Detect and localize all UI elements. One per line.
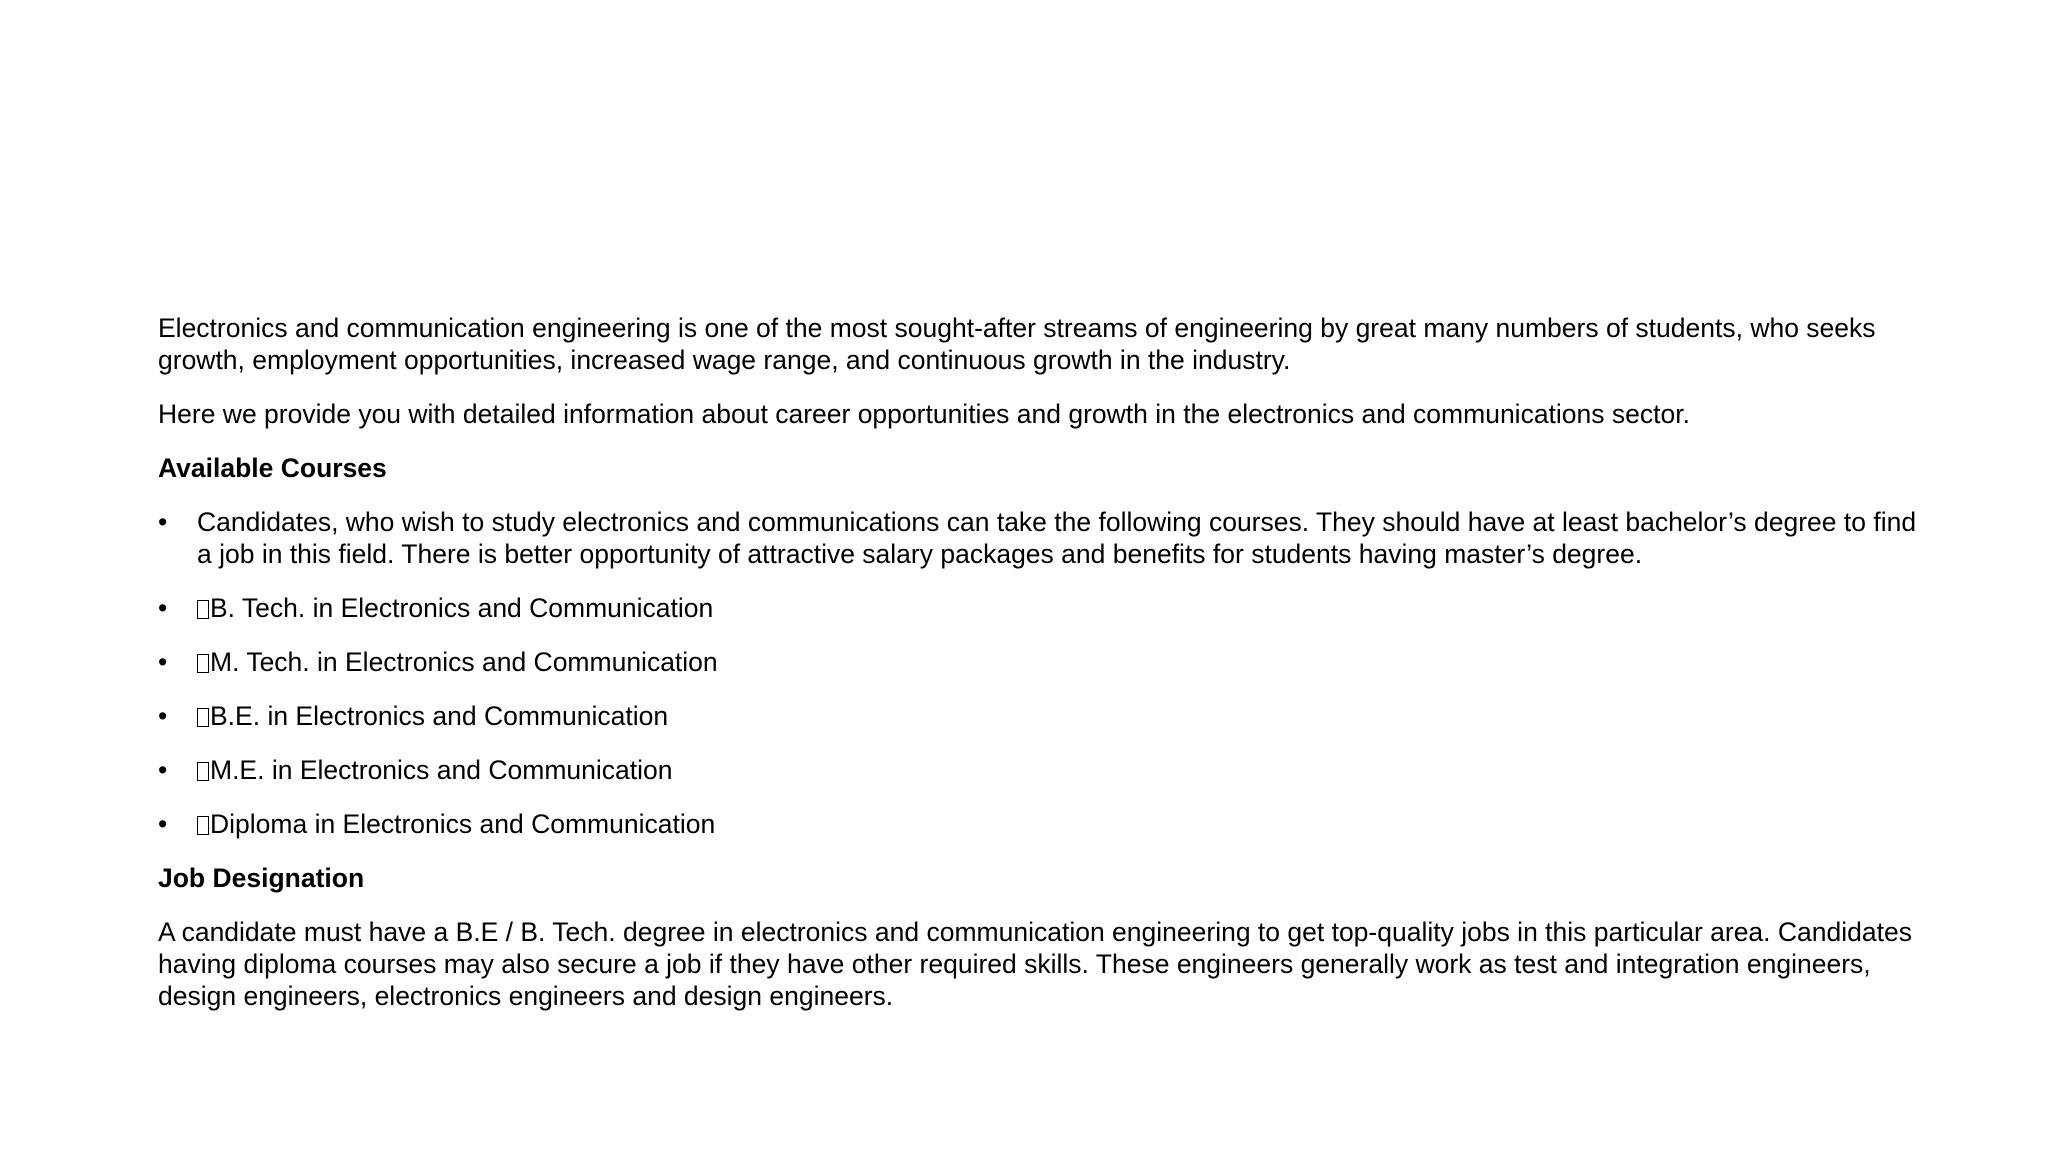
missing-glyph-icon xyxy=(197,654,209,673)
list-item xyxy=(158,506,1918,570)
bullet-icon: • xyxy=(158,755,168,785)
intro-paragraph: Electronics and communication engineering is one of the most sought-after streams of engineering by great many numbers of students, who seeks growth, employment opportunities, increased wage range, and continuous growth in the industry. xyxy=(158,313,1876,375)
list-item-text: Diploma in Electronics and Communication xyxy=(210,809,716,839)
missing-glyph-icon xyxy=(197,600,209,619)
list-item-text: M. Tech. in Electronics and Communication xyxy=(210,647,718,677)
list-item xyxy=(158,700,1918,732)
bullet-icon: • xyxy=(158,507,168,537)
job-paragraph: A candidate must have a B.E / B. Tech. degree in electronics and communication engineering to get top-quality jobs in this particular area. Candidates having diploma courses may also secure a job if they have other required skills. These engineers generally work as test and integration engineers, design engineers, electronics engineers and design engineers. xyxy=(158,917,1912,1011)
list-item-text: M.E. in Electronics and Communication xyxy=(210,755,673,785)
list-item xyxy=(158,808,1918,840)
bullet-icon: • xyxy=(158,701,168,731)
missing-glyph-icon xyxy=(197,762,209,781)
courses-list xyxy=(158,506,1918,840)
missing-glyph-icon xyxy=(197,816,209,835)
bullet-icon: • xyxy=(158,647,168,677)
courses-heading: Available Courses xyxy=(158,453,387,483)
bullet-icon: • xyxy=(158,593,168,623)
bullet-icon: • xyxy=(158,809,168,839)
missing-glyph-icon xyxy=(197,708,209,727)
job-heading: Job Designation xyxy=(158,863,365,893)
list-item-text: B. Tech. in Electronics and Communication xyxy=(210,593,714,623)
list-item-text: Candidates, who wish to study electronics and communications can take the following courses. They should have at least bachelor’s degree to find a job in this field. There is better opportunity of attractive salary packages and benefits for students having master’s degree. xyxy=(197,507,1917,569)
slide-body xyxy=(158,312,1918,1034)
list-item xyxy=(158,592,1918,624)
list-item-text: B.E. in Electronics and Communication xyxy=(210,701,669,731)
list-item xyxy=(158,646,1918,678)
list-item xyxy=(158,754,1918,786)
intro-paragraph-2: Here we provide you with detailed information about career opportunities and growth in the electronics and communications sector. xyxy=(158,399,1690,429)
